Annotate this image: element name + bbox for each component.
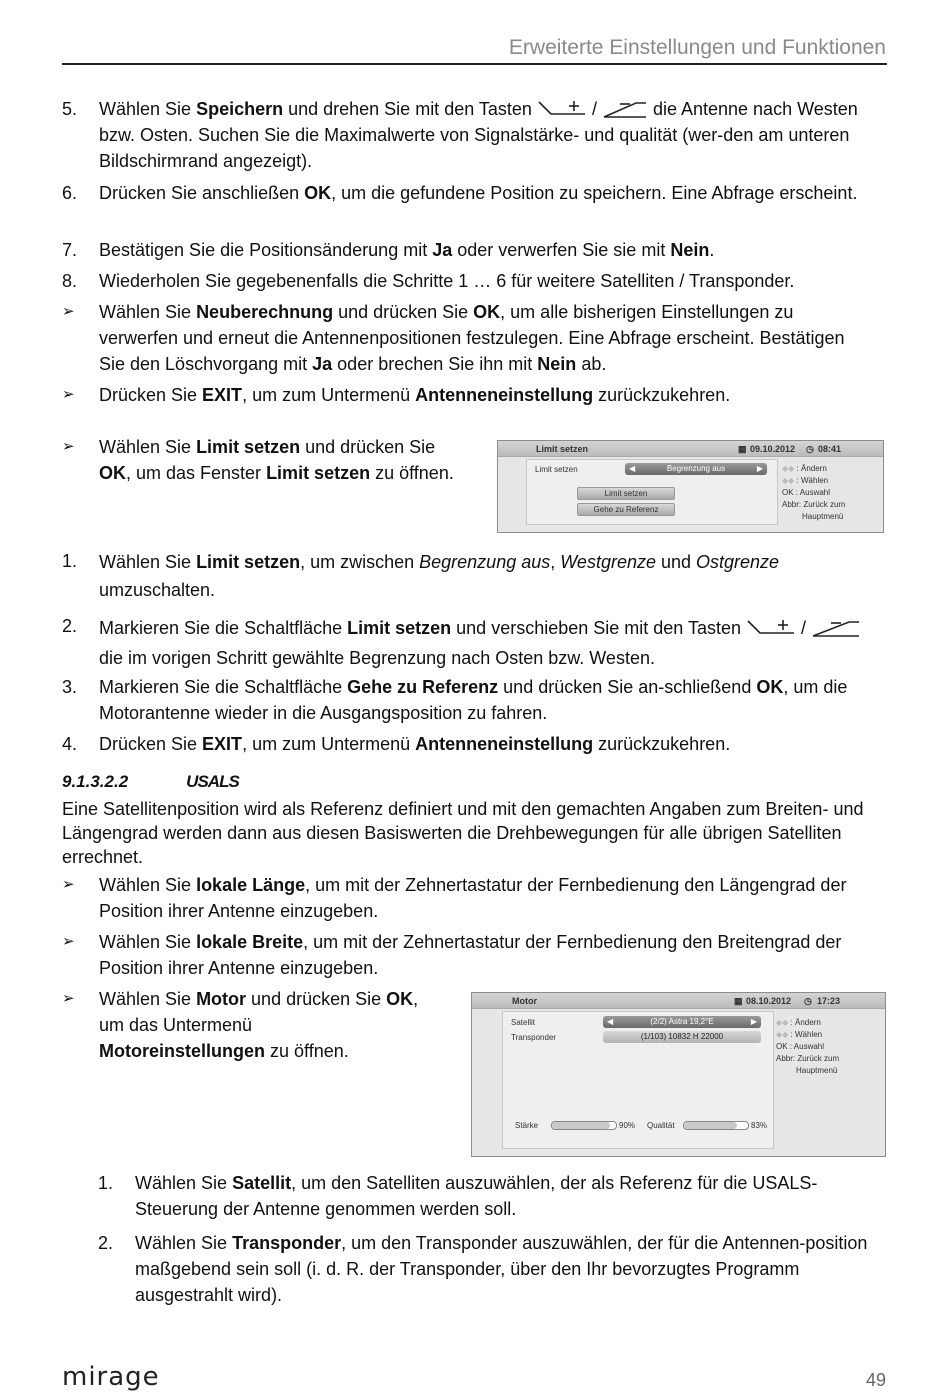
- staerke-progress: [551, 1121, 617, 1130]
- step-number: 3.: [62, 677, 78, 697]
- list-item: 2. Wählen Sie Transponder, um den Transponder auszuwählen, der für die Antennen-position maßgebend sein soll (i. d. R. der Transponder, über den Ihr bevorzugtes Programm ausgestrahlt wird).: [98, 1230, 888, 1308]
- screen-title: Motor: [512, 996, 537, 1006]
- help-legend: ◆◆ : Ändern ◆◆ : Wählen OK : Auswahl Abbr: Zurück zum Hauptmenü: [776, 1018, 840, 1075]
- step-number: 5.: [62, 99, 78, 119]
- text: , um die gefundene Position zu speichern. Eine Abfrage erscheint.: [331, 183, 858, 203]
- motor-screenshot: [471, 992, 886, 1157]
- term-ok: OK: [304, 183, 332, 203]
- screen-time: 17:23: [817, 996, 841, 1006]
- header-rule: [62, 63, 887, 65]
- screen-title: Limit setzen: [536, 444, 589, 454]
- term-neuberechnung: Neuberechnung: [196, 302, 334, 322]
- arrowhead-bullet-icon: ➢: [62, 990, 75, 1007]
- arrowhead-bullet-icon: ➢: [62, 876, 75, 893]
- header-title: Erweiterte Einstellungen und Funktionen: [508, 36, 886, 59]
- transponder-label: Transponder: [511, 1033, 557, 1042]
- list-item: ➢ Wählen Sie lokale Breite, um mit der Zehnertastatur der Fernbedienung den Breitengrad der Position ihrer Antenne einzugeben.: [62, 929, 887, 981]
- term-nein: Nein: [670, 240, 710, 260]
- row-selector: ◀ Begrenzung aus ▶: [625, 463, 767, 475]
- text: Wiederholen Sie gegebenenfalls die Schritte 1 … 6 für weitere Satelliten / Transponder.: [99, 271, 795, 291]
- list-item: [62, 268, 872, 294]
- row-label: Limit setzen: [535, 465, 578, 474]
- list-item: ➢ Drücken Sie EXIT, um zum Untermenü Antenneneinstellung zurückzukehren.: [62, 382, 872, 408]
- text: und drehen Sie mit den Tasten: [283, 99, 537, 119]
- term-speichern: Speichern: [196, 99, 284, 119]
- transponder-selector: (1/103) 10832 H 22000: [603, 1031, 761, 1043]
- text: /: [586, 99, 602, 119]
- list-item: 4. Drücken Sie EXIT, um zum Untermenü Antenneneinstellung zurückzukehren.: [62, 731, 872, 757]
- text: Wählen Sie: [99, 99, 197, 119]
- calendar-icon: ▦: [734, 996, 743, 1006]
- list-item: 2. Markieren Sie die Schaltfläche Limit setzen und verschieben Sie mit den Tasten / die im vorigen Schritt gewählte Begrenzung nach Osten bzw. Westen.: [62, 613, 887, 673]
- antenna-east-key-icon: [537, 100, 587, 120]
- chevron-right-icon: ▶: [750, 1017, 757, 1026]
- arrowhead-bullet-icon: ➢: [62, 438, 75, 455]
- antenna-west-key-icon: [602, 100, 648, 120]
- screen-date: 08.10.2012: [746, 996, 792, 1006]
- arrowhead-bullet-icon: ➢: [62, 386, 75, 403]
- text: .: [709, 240, 715, 260]
- chevron-right-icon: ▶: [756, 464, 763, 473]
- list-item: 3. Markieren Sie die Schaltfläche Gehe zu Referenz und drücken Sie an-schließend OK, um die Motorantenne wieder in die Ausgangsposition zu fahren.: [62, 674, 877, 726]
- screen-date: 09.10.2012: [750, 444, 796, 454]
- step-number: 1.: [62, 551, 78, 571]
- text: Bestätigen Sie die Positionsänderung mit: [99, 240, 433, 260]
- step-number: 8.: [62, 271, 78, 291]
- list-item: ➢ Wählen Sie Limit setzen und drücken Sie OK, um das Fenster Limit setzen zu öffnen.: [62, 434, 462, 486]
- list-item: [62, 96, 872, 174]
- text: Drücken Sie anschließen: [99, 183, 305, 203]
- clock-icon: ◷: [804, 996, 812, 1006]
- satellit-label: Satellit: [511, 1018, 536, 1027]
- list-item: ➢ Wählen Sie Neuberechnung und drücken Sie OK, um alle bisherigen Einstellungen zu verwerfen und erneut die Antennenpositionen festzulegen. Eine Abfrage erscheint. Bestätigen Sie den Löschvorgang mit Ja oder brechen Sie ihn mit Nein ab.: [62, 299, 872, 377]
- step-number: 1.: [98, 1173, 114, 1193]
- section-title: USALS: [186, 772, 239, 791]
- step-number: 4.: [62, 734, 78, 754]
- screen-time: 08:41: [818, 444, 842, 454]
- arrowhead-bullet-icon: ➢: [62, 303, 75, 320]
- staerke-label: Stärke: [515, 1121, 539, 1130]
- list-item: 1. Wählen Sie Limit setzen, um zwischen Begrenzung aus, Westgrenze und Ostgrenze umzuschalten.: [62, 548, 872, 604]
- calendar-icon: ▦: [738, 444, 747, 454]
- arrowhead-bullet-icon: ➢: [62, 933, 75, 950]
- help-legend: ◆◆ : Ändern ◆◆ : Wählen OK : Auswahl Abbr: Zurück zum Hauptmenü: [782, 464, 846, 521]
- step-number: 2.: [62, 616, 78, 636]
- limit-setzen-screenshot: [497, 440, 884, 533]
- qualitaet-value: 83%: [751, 1121, 768, 1130]
- list-item: [62, 237, 872, 263]
- text: oder verwerfen Sie sie mit: [452, 240, 671, 260]
- list-item: [62, 180, 872, 206]
- screen-titlebar: [472, 993, 885, 1009]
- step-number: 7.: [62, 240, 78, 260]
- screen-titlebar: [498, 441, 883, 457]
- gehe-zu-referenz-button: Gehe zu Referenz: [577, 503, 675, 516]
- satellit-selector: ◀ (2/2) Astra 19,2°E ▶: [603, 1016, 761, 1028]
- section-intro: Eine Satellitenposition wird als Referenz definiert und mit den gemachten Angaben zum Breiten- und Längengrad werden dann aus diesen Basiswerten die Drehbewegungen für alle übrigen Satelliten errechnet.: [62, 799, 864, 867]
- antenna-west-key-icon: [811, 619, 861, 639]
- staerke-value: 90%: [619, 1121, 636, 1130]
- section-number: 9.1.3.2.2: [62, 772, 129, 791]
- mirage-logo: mirage: [62, 1362, 160, 1392]
- list-item: 1. Wählen Sie Satellit, um den Satelliten auszuwählen, der als Referenz für die USALS-Steuerung der Antenne genommen werden soll.: [98, 1170, 888, 1222]
- chevron-left-icon: ◀: [629, 464, 636, 473]
- screen-main-pane: [502, 1011, 774, 1149]
- list-item: ➢ Wählen Sie Motor und drücken Sie OK, um das Untermenü Motoreinstellungen zu öffnen.: [62, 986, 422, 1064]
- term-ja: Ja: [432, 240, 453, 260]
- list-item: ➢ Wählen Sie lokale Länge, um mit der Zehnertastatur der Fernbedienung den Längengrad der Position ihrer Antenne einzugeben.: [62, 872, 872, 924]
- step-number: 6.: [62, 183, 78, 203]
- step-number: 2.: [98, 1233, 114, 1253]
- section-heading: [62, 772, 239, 792]
- text: die Antenne nach Westen bzw. Osten. Suchen Sie die Maximalwerte von Signalstärke- und qualität (wer-den am unteren Bildschirmrand angezeigt).: [99, 99, 858, 171]
- qualitaet-label: Qualität: [647, 1121, 675, 1130]
- chevron-left-icon: ◀: [607, 1017, 614, 1026]
- limit-setzen-button: Limit setzen: [577, 487, 675, 500]
- clock-icon: ◷: [806, 444, 814, 454]
- antenna-east-key-icon: [746, 619, 796, 639]
- qualitaet-progress: [683, 1121, 749, 1130]
- screen-main-pane: [526, 459, 778, 525]
- page-number: 49: [865, 1370, 886, 1390]
